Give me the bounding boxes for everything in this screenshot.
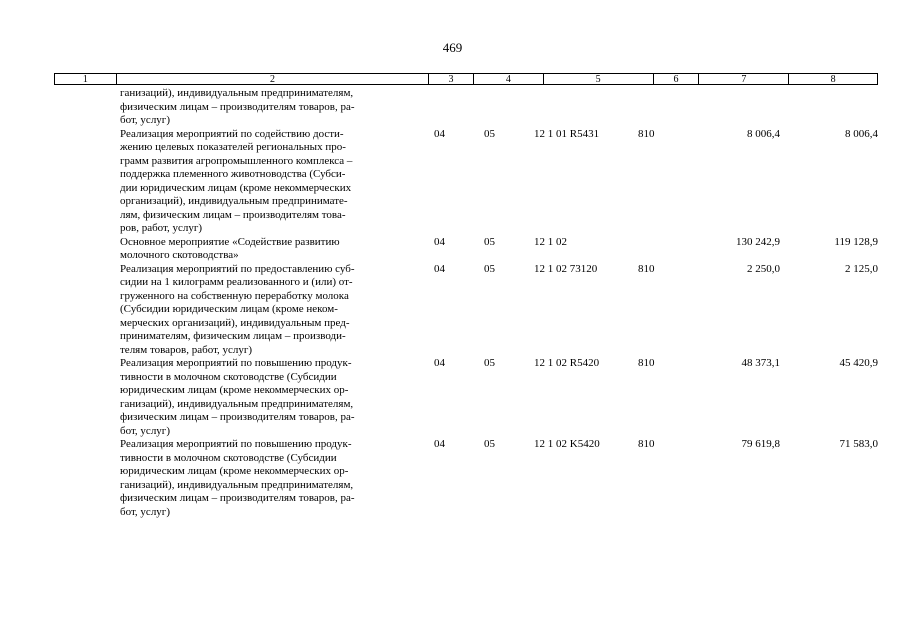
description-line: дии юридическим лицам (кроме некоммерческих xyxy=(120,181,352,194)
amount-year-1 xyxy=(690,87,780,128)
header-col-4: 4 xyxy=(474,74,544,84)
description-line: юридическим лицам (кроме некоммерческих ор- xyxy=(120,465,349,477)
section-code: 04 xyxy=(434,357,445,369)
header-col-5: 5 xyxy=(544,74,654,84)
amount-year-2 xyxy=(780,87,878,128)
description-line: груженного на собственную переработку молока xyxy=(120,289,349,302)
row-description xyxy=(120,87,420,128)
amount-year-1: 8 006,4 xyxy=(747,127,780,140)
amount-year-2: 119 128,9 xyxy=(834,235,878,248)
row-description xyxy=(120,263,420,358)
subsection-code xyxy=(478,87,528,128)
description-line: лям, физическим лицам – производителям това- xyxy=(120,208,346,221)
section-code: 04 xyxy=(434,262,445,275)
description-line: грамм развития агропромышленного комплекса – xyxy=(120,154,353,167)
target-article-code: 12 1 02 73120 xyxy=(534,262,598,275)
amount-year-1: 2 250,0 xyxy=(747,262,780,275)
amount-year-2: 71 583,0 xyxy=(839,438,878,450)
description-line: телям товаров, работ, услуг) xyxy=(120,343,253,356)
description-line: физическим лицам – производителям товаров, ра- xyxy=(120,100,355,113)
row-description xyxy=(120,357,420,438)
description-line: ров, работ, услуг) xyxy=(120,222,203,234)
expense-type-code: 810 xyxy=(638,438,655,450)
row-description xyxy=(120,128,420,236)
table-row xyxy=(54,236,878,263)
section-code: 04 xyxy=(434,235,445,248)
section-code: 04 xyxy=(434,127,445,140)
header-col-8: 8 xyxy=(830,74,836,85)
description-line: физическим лицам – производителям товаров, ра- xyxy=(120,411,355,423)
row-description xyxy=(120,438,420,519)
description-line: организаций), индивидуальным предпринимате- xyxy=(120,195,348,207)
header-col-6: 6 xyxy=(654,74,700,84)
description-line: молочного скотоводства» xyxy=(120,249,239,261)
page-number: 469 xyxy=(442,40,463,55)
expense-type-code xyxy=(638,236,690,263)
amount-year-2: 45 420,9 xyxy=(839,357,878,369)
description-line: Основное мероприятие «Содействие развитию xyxy=(120,235,340,248)
expense-type-code: 810 xyxy=(638,357,655,369)
table-row xyxy=(54,87,878,128)
description-line: принимателям, физическим лицам – производи- xyxy=(120,330,346,342)
amount-year-1: 79 619,8 xyxy=(741,438,780,450)
description-line: ганизаций), индивидуальным предпринимателям, xyxy=(120,87,354,99)
description-line: поддержка племенного животноводства (Субси- xyxy=(120,168,346,180)
description-line: тивности в молочном скотоводстве (Субсидии xyxy=(120,370,337,383)
description-line: Реализация мероприятий по повышению продук- xyxy=(120,357,352,369)
description-line: ганизаций), индивидуальным предпринимателям, xyxy=(120,397,354,410)
section-code: 04 xyxy=(434,438,445,450)
amount-year-1: 130 242,9 xyxy=(736,235,780,248)
target-article-code: 12 1 02 R5420 xyxy=(534,357,600,369)
description-line: Реализация мероприятий по предоставлению суб- xyxy=(120,262,355,275)
description-line: бот, услуг) xyxy=(120,424,170,437)
amount-year-1: 48 373,1 xyxy=(741,357,780,369)
row-description xyxy=(120,236,420,263)
table-row xyxy=(54,438,878,519)
target-article-code: 12 1 01 R5431 xyxy=(534,127,600,140)
target-article-code: 12 1 02 K5420 xyxy=(534,438,600,450)
description-line: бот, услуг) xyxy=(120,114,170,126)
target-article-code xyxy=(528,87,638,128)
subsection-code: 05 xyxy=(484,262,495,275)
expense-type-code xyxy=(638,87,690,128)
header-col-2: 2 xyxy=(117,74,429,84)
description-line: Реализация мероприятий по содействию дости- xyxy=(120,127,344,140)
table-row xyxy=(54,357,878,438)
header-col-1: 1 xyxy=(55,74,117,84)
table-header xyxy=(54,73,878,85)
table-body xyxy=(54,87,878,519)
table-row xyxy=(54,128,878,236)
description-line: сидии на 1 килограмм реализованного и (или) от- xyxy=(120,276,353,288)
description-line: мерческих организаций), индивидуальным пред- xyxy=(120,316,350,329)
subsection-code: 05 xyxy=(484,438,495,450)
subsection-code: 05 xyxy=(484,127,495,140)
table-row xyxy=(54,263,878,358)
section-code xyxy=(420,87,478,128)
subsection-code: 05 xyxy=(484,357,495,369)
subsection-code: 05 xyxy=(484,235,495,248)
description-line: физическим лицам – производителям товаров, ра- xyxy=(120,492,355,504)
description-line: бот, услуг) xyxy=(120,505,170,518)
description-line: ганизаций), индивидуальным предпринимателям, xyxy=(120,478,354,491)
header-col-7: 7 xyxy=(699,74,789,84)
expense-type-code: 810 xyxy=(638,127,655,140)
description-line: юридическим лицам (кроме некоммерческих ор- xyxy=(120,384,349,396)
target-article-code: 12 1 02 xyxy=(534,235,567,248)
description-line: Реализация мероприятий по повышению продук- xyxy=(120,438,352,450)
description-line: жению целевых показателей региональных про- xyxy=(120,141,346,153)
description-line: (Субсидии юридическим лицам (кроме неком- xyxy=(120,303,338,315)
expense-type-code: 810 xyxy=(638,262,655,275)
amount-year-2: 2 125,0 xyxy=(845,262,878,275)
header-col-3: 3 xyxy=(429,74,474,84)
description-line: тивности в молочном скотоводстве (Субсидии xyxy=(120,451,337,464)
amount-year-2: 8 006,4 xyxy=(845,127,878,140)
